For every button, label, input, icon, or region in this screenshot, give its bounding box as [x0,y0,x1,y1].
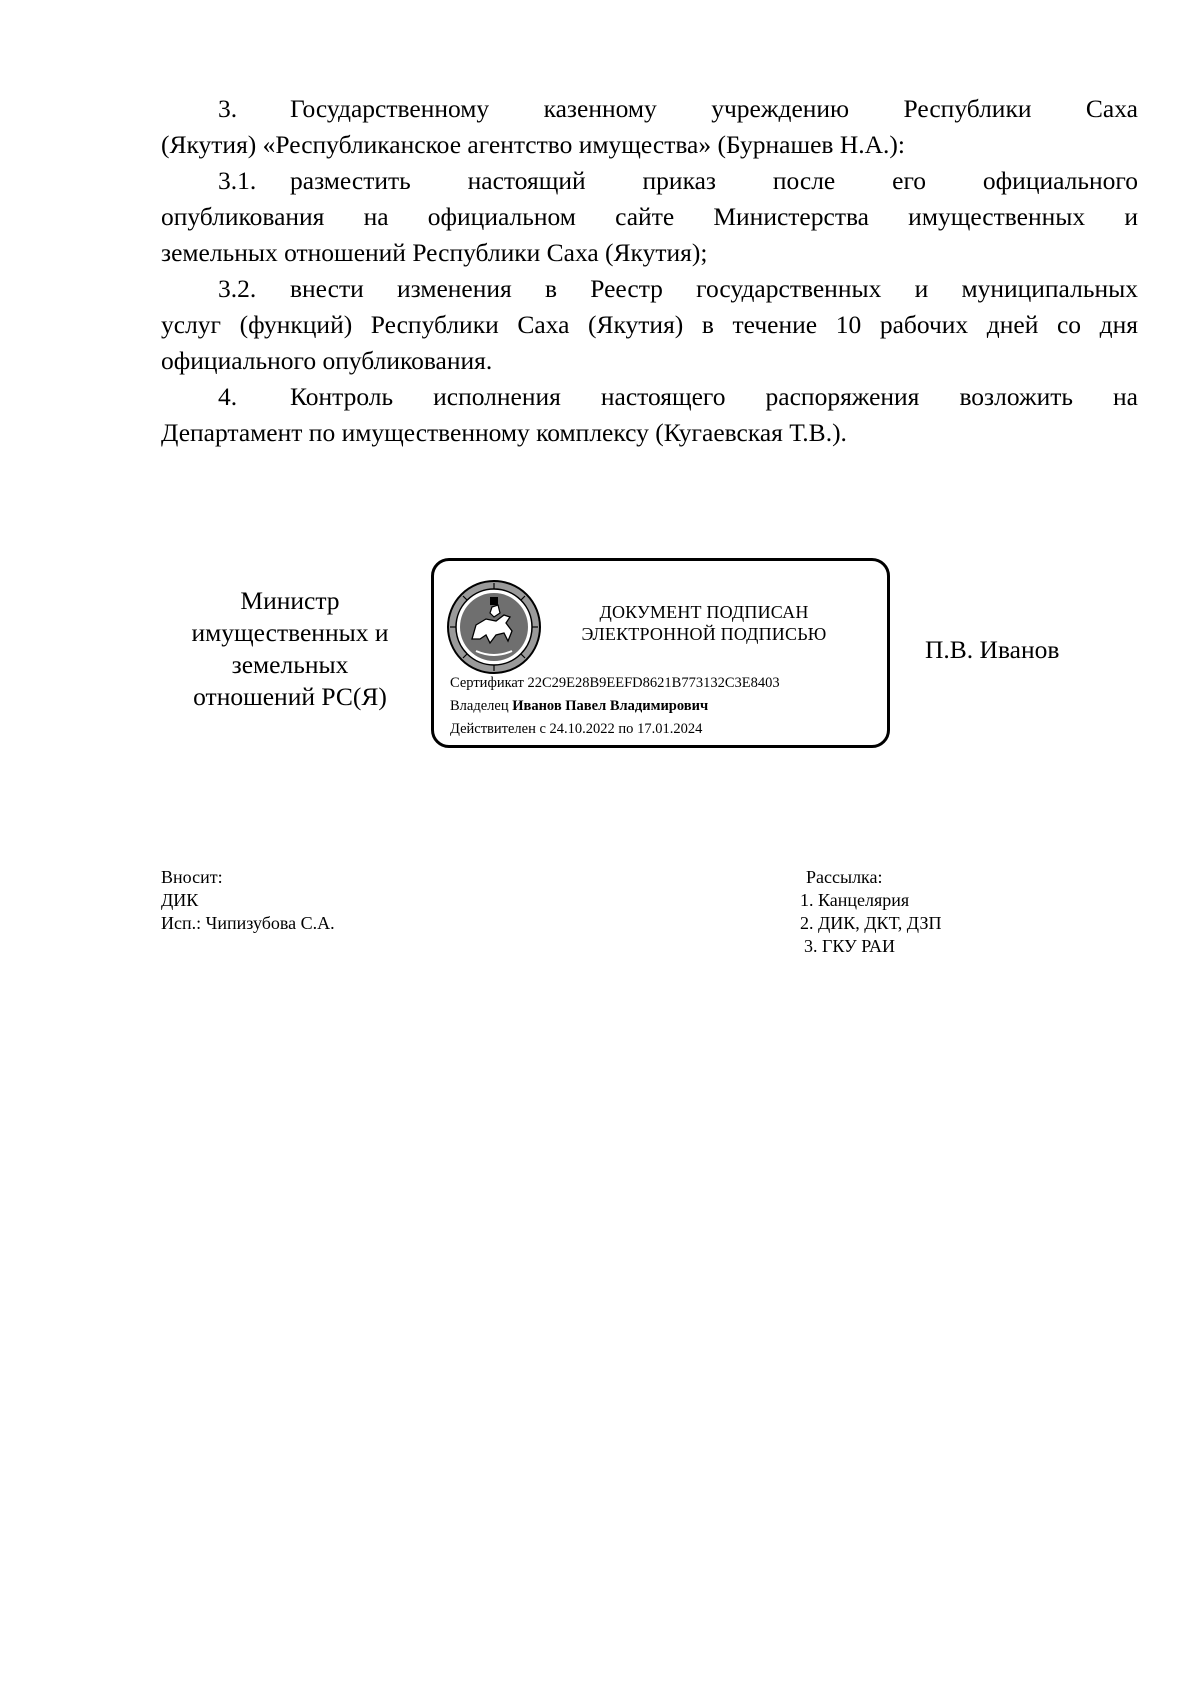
paragraph-number: 3. [218,94,238,123]
paragraph-number: 3.2. [218,274,257,303]
owner-label: Владелец [450,698,509,714]
paragraph-text: внести изменения в Реестр государственных и муниципальных [290,274,1138,303]
paragraph-3-line-2: (Якутия) «Республиканское агентство имущества» (Бурнашев Н.А.): [161,130,905,159]
paragraph-3-2-line-2: услуг (функций) Республики Саха (Якутия) в течение 10 рабочих дней со дня [161,310,1138,339]
paragraph-3-1-line-1 [161,163,1138,199]
paragraph-3-2-line-1 [161,271,1138,307]
position-line: земельных [231,650,349,679]
paragraph-3-1-line-2: опубликования на официальном сайте Министерства имущественных и [161,202,1138,231]
paragraph-3-2 [161,271,1138,379]
paragraph-3 [161,91,1138,163]
stamp-certificate [450,674,780,692]
paragraph-text: Контроль исполнения настоящего распоряжения возложить на [290,382,1138,411]
stamp-title-line: ЭЛЕКТРОННОЙ ПОДПИСЬЮ [581,624,827,644]
stamp-owner [450,697,708,715]
paragraph-4 [161,379,1138,451]
paragraph-text: Государственному казенному учреждению Республики Саха [290,94,1138,123]
owner-value: Иванов Павел Владимирович [512,698,709,714]
submitted-by-department: ДИК [161,890,199,910]
distribution-item: 1. Канцелярия [800,890,910,910]
paragraph-3-1 [161,163,1138,271]
stamp-title [554,601,854,645]
paragraph-3-line-1 [161,91,1138,127]
paragraph-number: 3.1. [218,166,257,195]
certificate-value: 22C29E28B9EEFD8621B773132C3E8403 [527,675,780,691]
paragraph-text: разместить настоящий приказ после его официального [290,166,1138,195]
distribution-item: 2. ДИК, ДКТ, ДЗП [800,913,942,933]
validity-to-label: по [618,721,634,737]
distribution-label: Рассылка: [806,867,883,887]
paragraph-4-line-2: Департамент по имущественному комплексу (Кугаевская Т.В.). [161,418,847,447]
position-line: отношений РС(Я) [193,682,387,711]
certificate-label: Сертификат [450,675,524,691]
paragraph-4-line-1 [161,379,1138,415]
executor: Исп.: Чипизубова С.А. [161,913,335,933]
validity-to: 17.01.2024 [637,721,703,737]
validity-from: 24.10.2022 [549,721,615,737]
signatory-position [160,585,420,713]
paragraph-3-1-line-3: земельных отношений Республики Саха (Якутия); [161,238,708,267]
distribution-item: 3. ГКУ РАИ [804,936,896,956]
yakutia-coat-of-arms-icon [446,579,542,675]
validity-label: Действителен с [450,721,546,737]
stamp-title-line: ДОКУМЕНТ ПОДПИСАН [599,602,809,622]
stamp-validity [450,720,702,738]
electronic-signature-stamp [431,558,890,748]
signer-name: П.В. Иванов [925,635,1060,664]
paragraph-3-2-line-3: официального опубликования. [161,346,493,375]
position-line: Министр [240,586,340,615]
paragraph-number: 4. [218,382,238,411]
submitted-by-label: Вносит: [161,867,223,887]
position-line: имущественных и [191,618,389,647]
